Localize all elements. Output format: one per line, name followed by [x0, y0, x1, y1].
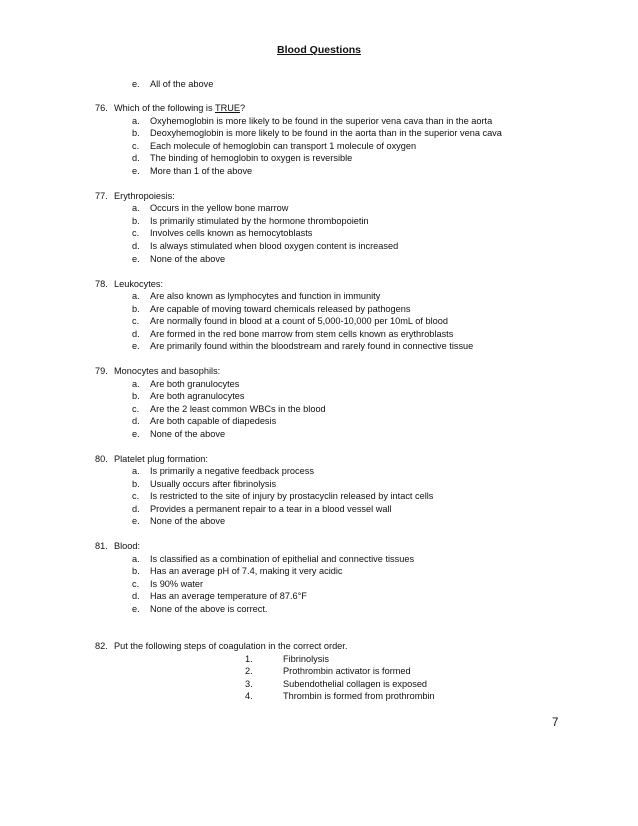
option-text: The binding of hemoglobin to oxygen is reversible	[150, 153, 353, 163]
option-letter: e.	[132, 254, 140, 264]
option-letter: d.	[132, 504, 140, 514]
option-letter: e.	[132, 341, 140, 351]
option-text: Oxyhemoglobin is more likely to be found in the superior vena cava than in the aorta	[150, 116, 493, 126]
step-text: Thrombin is formed from prothrombin	[283, 691, 435, 701]
option-text: Is primarily stimulated by the hormone thrombopoietin	[150, 216, 369, 226]
step-text: Prothrombin activator is formed	[283, 666, 411, 676]
option-letter: e.	[132, 429, 140, 439]
option-text: Are capable of moving toward chemicals released by pathogens	[150, 304, 411, 314]
question-number: 80.	[95, 454, 108, 464]
option-text: All of the above	[150, 79, 214, 89]
option-letter: d.	[132, 591, 140, 601]
option-text: Each molecule of hemoglobin can transport 1 molecule of oxygen	[150, 141, 417, 151]
option-text: Has an average temperature of 87.6°F	[150, 591, 307, 601]
option-text: None of the above	[150, 254, 226, 264]
option-letter: d.	[132, 329, 140, 339]
option-text: Is restricted to the site of injury by prostacyclin released by intact cells	[150, 491, 434, 501]
option-text: Occurs in the yellow bone marrow	[150, 203, 289, 213]
option-text: Deoxyhemoglobin is more likely to be found in the aorta than in the superior vena cava	[150, 128, 502, 138]
question-number: 81.	[95, 541, 108, 551]
option-text: Are both agranulocytes	[150, 391, 245, 401]
option-letter: c.	[132, 316, 140, 326]
option-letter: a.	[132, 379, 140, 389]
option-letter: e.	[132, 166, 140, 176]
option-letter: b.	[132, 479, 140, 489]
step-number: 4.	[245, 691, 253, 701]
option-text: None of the above	[150, 516, 226, 526]
option-letter: c.	[132, 141, 140, 151]
option-letter: a.	[132, 116, 140, 126]
option-text: None of the above is correct.	[150, 604, 268, 614]
option-text: Are both granulocytes	[150, 379, 240, 389]
question-number: 82.	[95, 641, 108, 651]
question-stem: Erythropoiesis:	[114, 191, 175, 201]
option-text: Are the 2 least common WBCs in the blood	[150, 404, 326, 414]
option-letter: a.	[132, 554, 140, 564]
option-text: None of the above	[150, 429, 226, 439]
step-number: 3.	[245, 679, 253, 689]
option-text: Is always stimulated when blood oxygen content is increased	[150, 241, 399, 251]
option-text: Are formed in the red bone marrow from stem cells known as erythroblasts	[150, 329, 454, 339]
option-letter: d.	[132, 416, 140, 426]
option-text: Is 90% water	[150, 579, 204, 589]
question-stem: Put the following steps of coagulation in the correct order.	[114, 641, 348, 651]
option-letter: e.	[132, 604, 140, 614]
option-text: Are primarily found within the bloodstream and rarely found in connective tissue	[150, 341, 474, 351]
option-letter: a.	[132, 203, 140, 213]
option-letter: e.	[132, 516, 140, 526]
question-stem: Monocytes and basophils:	[114, 366, 221, 376]
question-stem: Which of the following is TRUE?	[114, 103, 246, 113]
option-letter: d.	[132, 241, 140, 251]
option-letter: a.	[132, 291, 140, 301]
option-letter: c.	[132, 579, 140, 589]
option-text: Are both capable of diapedesis	[150, 416, 277, 426]
option-text: Usually occurs after fibrinolysis	[150, 479, 277, 489]
option-text: Is classified as a combination of epithelial and connective tissues	[150, 554, 415, 564]
question-number: 78.	[95, 279, 108, 289]
option-text: Are normally found in blood at a count of 5,000-10,000 per 10mL of blood	[150, 316, 448, 326]
option-text: Has an average pH of 7.4, making it very acidic	[150, 566, 343, 576]
step-text: Subendothelial collagen is exposed	[283, 679, 428, 689]
option-letter: b.	[132, 216, 140, 226]
option-letter: d.	[132, 153, 140, 163]
page-title: Blood Questions	[277, 44, 361, 56]
question-stem: Blood:	[114, 541, 141, 551]
page-number: 7	[552, 717, 559, 729]
question-stem: Platelet plug formation:	[114, 454, 208, 464]
option-letter: c.	[132, 404, 140, 414]
step-number: 2.	[245, 666, 253, 676]
option-text: Provides a permanent repair to a tear in a blood vessel wall	[150, 504, 392, 514]
option-text: More than 1 of the above	[150, 166, 253, 176]
question-number: 77.	[95, 191, 108, 201]
question-number: 79.	[95, 366, 108, 376]
emphasis-true: TRUE	[214, 103, 240, 113]
option-letter: b.	[132, 566, 140, 576]
step-text: Fibrinolysis	[283, 654, 329, 664]
question-number: 76.	[95, 103, 108, 113]
option-letter: c.	[132, 491, 140, 501]
option-letter: e.	[132, 79, 140, 89]
question-stem: Leukocytes:	[114, 279, 164, 289]
option-letter: b.	[132, 304, 140, 314]
option-text: Involves cells known as hemocytoblasts	[150, 228, 313, 238]
option-text: Is primarily a negative feedback process	[150, 466, 314, 476]
option-letter: c.	[132, 228, 140, 238]
option-text: Are also known as lymphocytes and function in immunity	[150, 291, 381, 301]
option-letter: b.	[132, 391, 140, 401]
step-number: 1.	[245, 654, 253, 664]
option-letter: b.	[132, 128, 140, 138]
option-letter: a.	[132, 466, 140, 476]
